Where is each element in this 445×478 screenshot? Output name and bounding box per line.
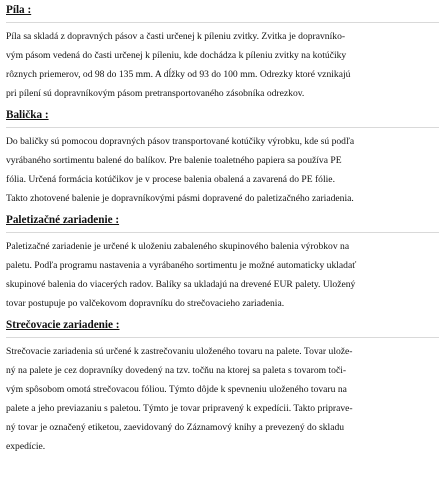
section-divider [6,22,439,23]
document-page [6,3,439,461]
text-line: skupinové balenia do viacerých radov. Balíky sa ukladajú na drevené EUR palety. Uložený [6,279,356,290]
section-divider [6,337,439,338]
text-line: Píla sa skladá z dopravných pásov a časti určenej k píleniu zvitky. Zvitka je dopravníko- [6,31,346,42]
section-balicka [6,108,439,208]
section-pila [6,3,439,103]
section-body-paletizacne [6,237,439,313]
section-title-pila: Píla : [6,4,32,16]
section-body-balicka [6,132,439,208]
section-title-balicka: Balička : [6,109,49,121]
section-paletizacne [6,213,439,313]
section-title-strecovacie: Strečovacie zariadenie : [6,319,120,331]
text-line: ný na palete je cez dopravníky dovedený na tzv. točňu na ktorej sa paleta s tovarom toči- [6,365,347,376]
text-line: palete a jeho previazaniu s paletou. Týmto je tovar pripravený k expedícii. Takto priprave- [6,403,353,414]
text-line: vým pásom vedená do časti určenej k píleniu, kde dochádza k píleniu zvitky na kotúčiky [6,50,347,61]
section-divider [6,127,439,128]
text-line: vyrábaného sortimentu balené do balíkov. Pre balenie toaletného papiera sa používa PE [6,155,342,166]
section-strecovacie [6,318,439,456]
section-divider [6,232,439,233]
text-line: Strečovacie zariadenia sú určené k zastrečovaniu uloženého tovaru na palete. Tovar ulože- [6,346,353,357]
text-line: pri pílení sú dopravníkovým pásom pretransportovaného zásobníka odrezkov. [6,88,305,99]
section-body-strecovacie [6,342,439,456]
text-line: Do baličky sú pomocou dopravných pásov transportované kotúčiky výrobku, kde sú podľa [6,136,355,147]
text-line: fólia. Určená formácia kotúčikov je v procese balenia obalená a zavarená do PE fólie. [6,174,335,185]
section-title-paletizacne: Paletizačné zariadenie : [6,214,120,226]
text-line: rôznych priemerov, od 98 do 135 mm. A dĺžky od 93 do 100 mm. Odrezky ktoré vznikajú [6,69,351,80]
text-line: vým spôsobom omotá strečovacou fóliou. Týmto dôjde k spevneniu uloženého tovaru na [6,384,347,395]
text-line: paletu. Podľa programu nastavenia a vyrábaného sortimentu je možné automaticky ukladať [6,260,357,271]
text-line: tovar postupuje po valčekovom dopravníku do strečovacieho zariadenia. [6,298,285,309]
text-line: ný tovar je označený etiketou, zaevidovaný do Záznamový knihy a prevezený do skladu [6,422,345,433]
text-line: Takto zhotovené balenie je dopravníkovými pásmi dopravené do paletizačného zariadenia. [6,193,354,204]
text-line: Paletizačné zariadenie je určené k uloženiu zabaleného skupinového balenia výrobkov na [6,241,350,252]
text-line: expedície. [6,441,46,452]
section-body-pila [6,27,439,103]
